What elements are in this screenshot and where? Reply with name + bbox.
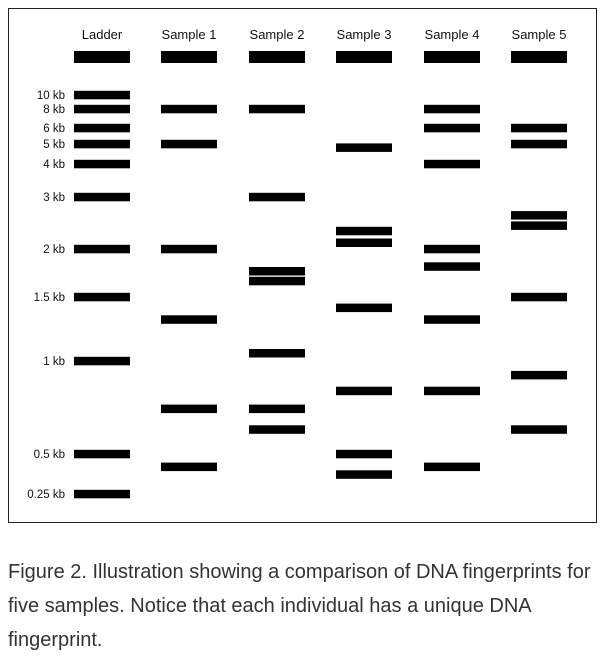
lane-header-sample-5: Sample 5 <box>511 27 567 42</box>
sample-5-band <box>511 211 567 220</box>
gel-diagram <box>9 9 598 524</box>
sample-2-band <box>249 277 305 286</box>
lane-header-sample-1: Sample 1 <box>161 27 217 42</box>
ladder-band <box>74 105 130 114</box>
bands-layer <box>74 51 567 498</box>
lane-header-sample-2: Sample 2 <box>249 27 305 42</box>
sample-1-band <box>161 405 217 414</box>
sample-2-band <box>249 193 305 202</box>
sample-4-band <box>424 387 480 396</box>
sample-5-band <box>511 293 567 302</box>
sample-5-band <box>511 425 567 434</box>
ladder-label: 2 kb <box>43 244 65 256</box>
sample-4-band <box>424 124 480 133</box>
sample-4-band <box>424 105 480 114</box>
sample-2-band <box>249 425 305 434</box>
sample-4-band <box>424 245 480 254</box>
ladder-band <box>74 193 130 202</box>
ladder-band <box>74 293 130 302</box>
ladder-label: 1 kb <box>43 356 65 368</box>
ladder-label: 5 kb <box>43 139 65 151</box>
sample-3-band <box>336 143 392 152</box>
sample-4-band <box>424 160 480 169</box>
ladder-label: 10 kb <box>36 90 65 102</box>
well-lane-3 <box>336 51 392 63</box>
ladder-label: 4 kb <box>43 159 65 171</box>
ladder-band <box>74 490 130 499</box>
ladder-label: 0.5 kb <box>33 449 65 461</box>
ladder-label: 0.25 kb <box>27 489 65 501</box>
sample-1-band <box>161 140 217 149</box>
gel-panel <box>8 8 597 523</box>
sample-4-band <box>424 463 480 472</box>
sample-5-band <box>511 371 567 380</box>
sample-3-band <box>336 304 392 313</box>
ladder-band <box>74 124 130 133</box>
sample-3-band <box>336 387 392 396</box>
sample-1-band <box>161 245 217 254</box>
figure-caption: Figure 2. Illustration showing a comparison of DNA fingerprints for five samples. Notice that each individual has a unique DNA fingerprint. <box>8 561 591 651</box>
sample-4-band <box>424 262 480 271</box>
sample-1-band <box>161 315 217 324</box>
sample-2-band <box>249 405 305 414</box>
well-lane-4 <box>424 51 480 63</box>
sample-2-band <box>249 105 305 114</box>
sample-3-band <box>336 227 392 236</box>
ladder-label: 6 kb <box>43 123 65 135</box>
lane-header-ladder: Ladder <box>81 27 123 42</box>
ladder-label: 3 kb <box>43 192 65 204</box>
sample-2-band <box>249 267 305 276</box>
ladder-band <box>74 245 130 254</box>
sample-1-band <box>161 463 217 472</box>
sample-1-band <box>161 105 217 114</box>
sample-3-band <box>336 239 392 248</box>
well-lane-0 <box>74 51 130 63</box>
ladder-band <box>74 450 130 459</box>
sample-5-band <box>511 221 567 230</box>
ladder-band <box>74 357 130 366</box>
ladder-band <box>74 160 130 169</box>
sample-2-band <box>249 349 305 358</box>
well-lane-1 <box>161 51 217 63</box>
ladder-label: 1.5 kb <box>33 292 65 304</box>
ladder-label: 8 kb <box>43 104 65 116</box>
well-lane-2 <box>249 51 305 63</box>
ladder-labels <box>27 90 65 501</box>
lane-header-sample-3: Sample 3 <box>336 27 392 42</box>
sample-5-band <box>511 140 567 149</box>
sample-3-band <box>336 470 392 479</box>
ladder-band <box>74 140 130 149</box>
sample-5-band <box>511 124 567 133</box>
ladder-band <box>74 91 130 100</box>
sample-3-band <box>336 450 392 459</box>
well-lane-5 <box>511 51 567 63</box>
lane-header-sample-4: Sample 4 <box>424 27 480 42</box>
sample-4-band <box>424 315 480 324</box>
